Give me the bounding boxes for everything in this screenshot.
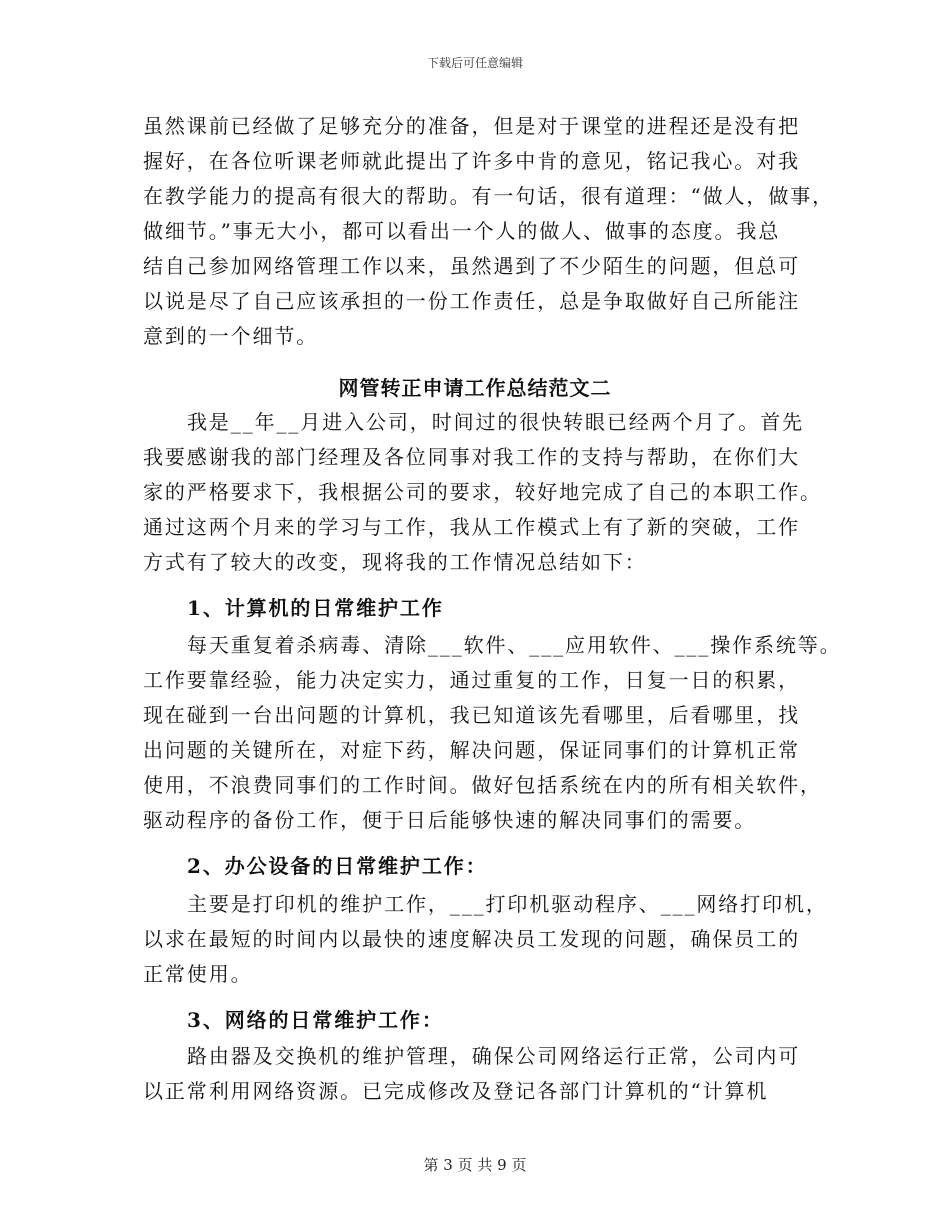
item2-line-2: 以求在最短的时间内以最快的速度解决员工发现的问题，确保员工的 xyxy=(143,927,800,951)
item2-line-3: 正常使用。 xyxy=(143,962,253,986)
intro-line-2: 我要感谢我的部门经理及各位同事对我工作的支持与帮助，在你们大 xyxy=(143,445,800,469)
item1-line-5: 使用，不浪费同事们的工作时间。做好包括系统在内的所有相关软件， xyxy=(143,773,822,797)
intro-line-1: 我是__年__月进入公司，时间过的很快转眼已经两个月了。首先 xyxy=(187,410,804,434)
para1-line-3: 在教学能力的提高有很大的帮助。有一句话，很有道理：“做人，做事， xyxy=(143,184,835,208)
item3-line-2: 以正常利用网络资源。已完成修改及登记各部门计算机的“计算机 xyxy=(143,1079,769,1103)
heading-computer-maintenance: 1、计算机的日常维护工作 xyxy=(187,596,444,620)
intro-line-3: 家的严格要求下，我根据公司的要求，较好地完成了自己的本职工作。 xyxy=(143,480,822,504)
para1-line-2: 握好，在各位听课老师就此提出了许多中肯的意见，铭记我心。对我 xyxy=(143,149,800,173)
para1-line-4: 做细节。”事无大小，都可以看出一个人的做人、做事的态度。我总 xyxy=(143,219,781,243)
page-number-footer: 第 3 页 共 9 页 xyxy=(423,1156,527,1174)
intro-line-4: 通过这两个月来的学习与工作，我从工作模式上有了新的突破，工作 xyxy=(143,515,800,539)
para1-line-6: 以说是尽了自己应该承担的一份工作责任，总是争取做好自己所能注 xyxy=(143,289,800,313)
item1-line-6: 驱动程序的备份工作，便于日后能够快速的解决同事们的需要。 xyxy=(143,808,757,832)
para1-line-7: 意到的一个细节。 xyxy=(143,324,319,348)
item1-line-2: 工作要靠经验，能力决定实力，通过重复的工作，日复一日的积累， xyxy=(143,668,800,692)
para1-line-5: 结自己参加网络管理工作以来，虽然遇到了不少陌生的问题，但总可 xyxy=(143,254,800,278)
section-title: 网管转正申请工作总结范文二 xyxy=(338,376,612,400)
intro-line-5: 方式有了较大的改变，现将我的工作情况总结如下： xyxy=(143,550,647,574)
para1-line-1: 虽然课前已经做了足够充分的准备，但是对于课堂的进程还是没有把 xyxy=(143,114,800,138)
item1-line-1: 每天重复着杀病毒、清除___软件、___应用软件、___操作系统等。 xyxy=(187,633,842,657)
heading-office-equipment: 2、办公设备的日常维护工作： xyxy=(187,854,488,878)
item2-line-1: 主要是打印机的维护工作，___打印机驱动程序、___网络打印机， xyxy=(187,892,828,916)
heading-network-maintenance: 3、网络的日常维护工作： xyxy=(187,1008,444,1032)
item1-line-4: 出问题的关键所在，对症下药，解决问题，保证同事们的计算机正常 xyxy=(143,738,800,762)
item1-line-3: 现在碰到一台出问题的计算机，我已知道该先看哪里，后看哪里，找 xyxy=(143,703,800,727)
header-note: 下载后可任意编辑 xyxy=(426,56,523,70)
item3-line-1: 路由器及交换机的维护管理，确保公司网络运行正常，公司内可 xyxy=(187,1044,801,1068)
